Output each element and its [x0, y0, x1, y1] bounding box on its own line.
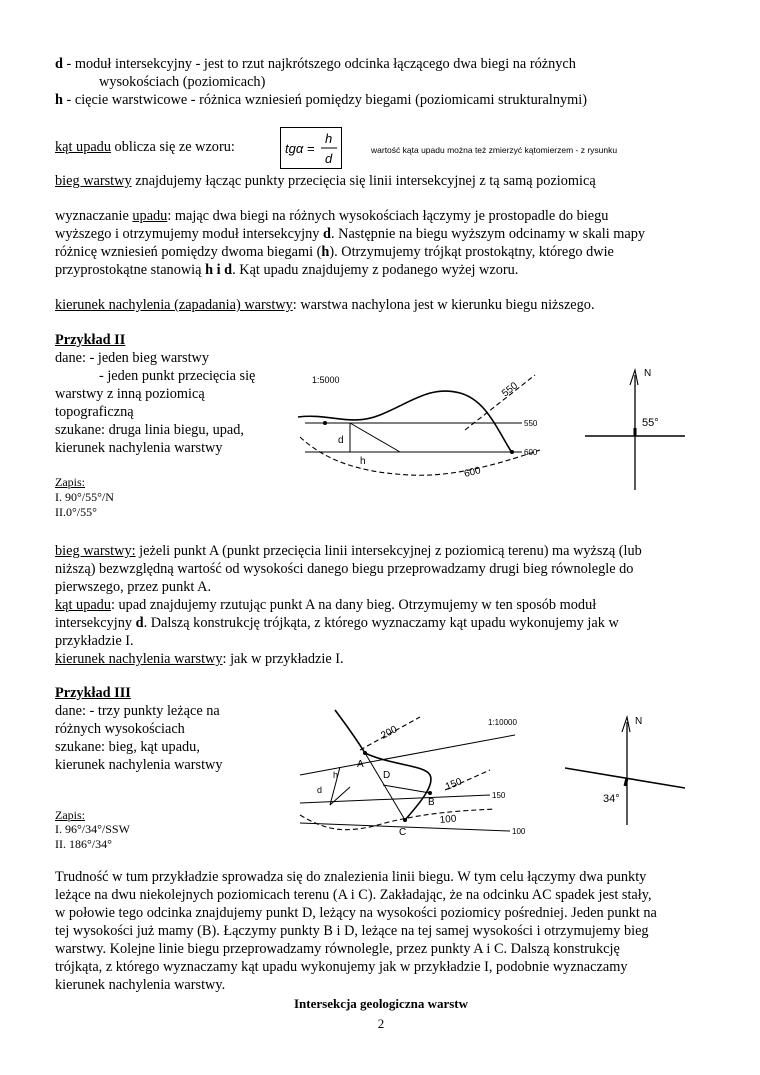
upad-line-2	[55, 225, 707, 243]
para2-kat-t2b: . Dalszą konstrukcję trójkąta, z którego wyznaczamy kąt upadu wykonujemy jak w	[143, 615, 619, 631]
definition-d-cont	[55, 73, 751, 91]
ex3-terrain-line	[335, 710, 431, 820]
page-number: 2	[377, 1016, 385, 1031]
para2-kat-d: d	[135, 615, 144, 631]
example-2-zapis: Zapis:	[55, 475, 85, 489]
para2-kat-3: przykładzie I.	[55, 633, 134, 649]
kat-upadu-text: oblicza się ze wzoru:	[110, 139, 235, 155]
upad-line-4	[55, 261, 707, 279]
ex3-label-b: B	[428, 797, 435, 808]
ex3-label-c: C	[399, 827, 407, 838]
ex2-label-600-right: 600	[524, 448, 538, 457]
example-2-given-1: dane: - jeden bieg warstwy	[55, 350, 210, 366]
upad-text3b: ). Otrzymujemy trójkąt prostokątny, którego dwie	[329, 244, 614, 260]
example-2-given-4: topograficzną	[55, 404, 134, 420]
symbol-h: h	[55, 92, 63, 108]
para2-bieg-1	[55, 542, 707, 560]
ex3-point-c	[403, 818, 407, 822]
upad-text1: : mając dwa biegi na różnych wysokościach łączymy je prostopadle do biegu	[167, 208, 609, 224]
definition-h	[55, 91, 707, 109]
bieg-text: znajdujemy łącząc punkty przecięcia się linii intersekcyjnej z tą samą poziomicą	[131, 173, 596, 189]
definition-d	[55, 55, 707, 73]
ex3-scale: 1:10000	[488, 718, 517, 727]
example-3-zapis-2: II. 186°/34°	[55, 837, 112, 851]
ex3-triangle-side	[330, 787, 350, 805]
formula-lhs: tgα =	[285, 141, 315, 156]
example-3-given-1: dane: - trzy punkty leżące na	[55, 703, 220, 719]
upad-text2b: . Następnie na biegu wyższym odcinamy w skali mapy	[330, 226, 646, 242]
ex3-dip-tick	[625, 778, 627, 786]
upad-text4a: przyprostokątne stanowią	[55, 262, 206, 278]
final-line-4: tej wysokości już mamy (B). Łączymy punkty B i D, leżące na tej samej wysokości i otrzymujemy bieg	[55, 923, 649, 939]
final-line-6: trójkąta, z którego wyznaczamy kąt upadu wykonujemy jak w przykładzie I, podobnie wyznaczamy	[55, 959, 628, 975]
ex3-label-150: 150	[444, 776, 464, 793]
example-3-map-figure	[295, 705, 540, 855]
example-3-sought-1: szukane: bieg, kąt upadu,	[55, 739, 200, 755]
ex3-label-100: 100	[439, 813, 457, 826]
example-2-zapis-2: II.0°/55°	[55, 505, 97, 519]
upad-d: d	[323, 226, 331, 242]
para2-kat-label: kąt upadu	[55, 597, 111, 613]
upad-d2: d	[224, 262, 233, 278]
final-line-3: w połowie tego odcinka znajdujemy punkt D, leżący na wysokości poziomicy pośredniej. Jeden punkt na	[55, 905, 657, 921]
para2-bieg-3: pierwszego, przez punkt A.	[55, 579, 212, 595]
ex2-scale: 1:5000	[312, 375, 340, 385]
example-3-sought-2: kierunek nachylenia warstwy	[55, 757, 223, 773]
ex3-north-label: N	[635, 716, 643, 727]
formula-numerator: h	[325, 131, 333, 146]
upad-lead: wyznaczanie	[55, 208, 133, 224]
example-2-title: Przykład II	[55, 332, 126, 348]
final-line-7: kierunek nachylenia warstwy.	[55, 977, 226, 993]
ex3-strike-150	[300, 795, 490, 803]
symbol-d: d	[55, 56, 63, 72]
ex2-angle-label: 55°	[642, 417, 659, 429]
upad-h2: h	[205, 262, 214, 278]
para2-bieg-2: niższą) bezwzględną wartość od wysokości danego biegu przeprowadzamy drugi bieg równolegle do	[55, 561, 634, 577]
upad-text4b: . Kąt upadu znajdujemy z podanego wyżej wzoru.	[232, 262, 519, 278]
upad-text2a: wyższego i otrzymujemy moduł intersekcyjny	[55, 226, 324, 242]
ex3-label-200: 200	[379, 724, 400, 742]
upad-line-3	[55, 243, 707, 261]
example-3-given-2: różnych wysokościach	[55, 721, 185, 737]
para2-kat-t1: : upad znajdujemy rzutując punkt A na dany bieg. Otrzymujemy w ten sposób moduł	[110, 597, 597, 613]
para2-kat-2	[55, 614, 707, 632]
ex3-strike-200	[300, 735, 515, 775]
upad-h: h	[321, 244, 330, 260]
example-3-zapis: Zapis:	[55, 808, 85, 822]
ex3-label-150b: 150	[492, 791, 506, 800]
ex3-line-bd	[383, 785, 430, 793]
bieg-line	[55, 172, 707, 190]
ex2-intersection-line	[298, 391, 512, 453]
para2-kier	[55, 650, 707, 668]
para2-kier-t: : jak w przykładzie I.	[222, 651, 344, 667]
footer-title: Intersekcja geologiczna warstw	[293, 996, 468, 1011]
ex2-point-b	[510, 450, 514, 454]
ex3-label-a: A	[357, 759, 364, 770]
para2-bieg-label: bieg warstwy:	[55, 543, 136, 559]
ex2-label-600: 600	[463, 465, 482, 480]
ex2-label-550-top: 550	[500, 380, 520, 400]
para2-kat-t2a: intersekcyjny	[55, 615, 136, 631]
ex3-angle-label: 34°	[603, 793, 620, 805]
definition-h-text: - cięcie warstwicowe - różnica wzniesień pomiędzy biegami (poziomicami strukturalnymi)	[62, 92, 587, 108]
example-2-sought-1: szukane: druga linia biegu, upad,	[55, 422, 244, 438]
definition-d-text2: wysokościach (poziomicach)	[99, 74, 266, 90]
ex2-label-h: h	[360, 456, 366, 467]
ex2-north-label: N	[644, 368, 652, 379]
ex3-point-b	[428, 791, 432, 795]
para2-bieg-t1: jeżeli punkt A (punkt przecięcia linii intersekcyjnej z poziomicą terenu) ma wyższą (lub	[135, 543, 642, 559]
formula-box	[280, 127, 342, 169]
example-3-zapis-1: I. 96°/34°/SSW	[55, 822, 130, 836]
final-line-1: Trudność w tum przykładzie sprowadza się do znalezienia linii biegu. W tym celu łączymy dwa punkty	[55, 869, 647, 885]
ex3-point-a	[363, 751, 367, 755]
example-2-given-3: warstwy z inną poziomicą	[55, 386, 205, 402]
upad-i: i	[213, 262, 225, 278]
ex2-label-550: 550	[524, 419, 538, 428]
example-2-strike-symbol	[580, 360, 690, 495]
formula-note: wartość kąta upadu można też zmierzyć kątomierzem - z rysunku	[371, 145, 618, 155]
final-line-2: leżące na dwu niekolejnych poziomicach terenu (A i C). Zakładając, że na odcinku AC spadek jest stały,	[55, 887, 652, 903]
kierunek-line	[55, 296, 707, 314]
formula-svg	[281, 128, 341, 168]
final-line-5: warstwy. Kolejne linie biegu przeprowadzamy równolegle, przez punkty A i C. Dalszą konstrukcję	[55, 941, 620, 957]
kierunek-text: : warstwa nachylona jest w kierunku biegu niższego.	[292, 297, 595, 313]
definition-d-text: - moduł intersekcyjny - jest to rzut najkrótszego odcinka łączącego dwa biegi na różnych	[62, 56, 576, 72]
example-3-title: Przykład III	[55, 685, 131, 701]
upad-label: upadu	[132, 208, 168, 224]
ex2-hypotenuse	[350, 423, 400, 452]
formula-denominator: d	[325, 151, 333, 166]
ex3-label-d-point: D	[383, 770, 391, 781]
kierunek-label: kierunek nachylenia (zapadania) warstwy	[55, 297, 293, 313]
bieg-label: bieg warstwy	[55, 173, 132, 189]
example-2-map-figure	[290, 355, 550, 495]
example-2-sought-2: kierunek nachylenia warstwy	[55, 440, 223, 456]
ex2-north-arrow	[630, 370, 638, 385]
example-3-strike-symbol	[565, 710, 685, 830]
kat-upadu-label: kąt upadu	[55, 139, 111, 155]
upad-line-1	[55, 207, 707, 225]
ex2-label-d: d	[338, 435, 344, 446]
para2-kat-1	[55, 596, 707, 614]
ex3-label-100b: 100	[512, 827, 526, 836]
upad-text3a: różnicę wzniesień pomiędzy dwoma biegami (	[55, 244, 322, 260]
ex3-label-h: h	[333, 770, 339, 780]
ex2-contour-600	[300, 437, 540, 475]
ex3-label-d: d	[317, 785, 323, 795]
ex2-point-a	[323, 421, 327, 425]
example-2-given-2: - jeden punkt przecięcia się	[99, 368, 256, 384]
para2-kier-label: kierunek nachylenia warstwy	[55, 651, 223, 667]
ex3-north-arrow	[622, 717, 630, 732]
example-2-zapis-1: I. 90°/55°/N	[55, 490, 114, 504]
